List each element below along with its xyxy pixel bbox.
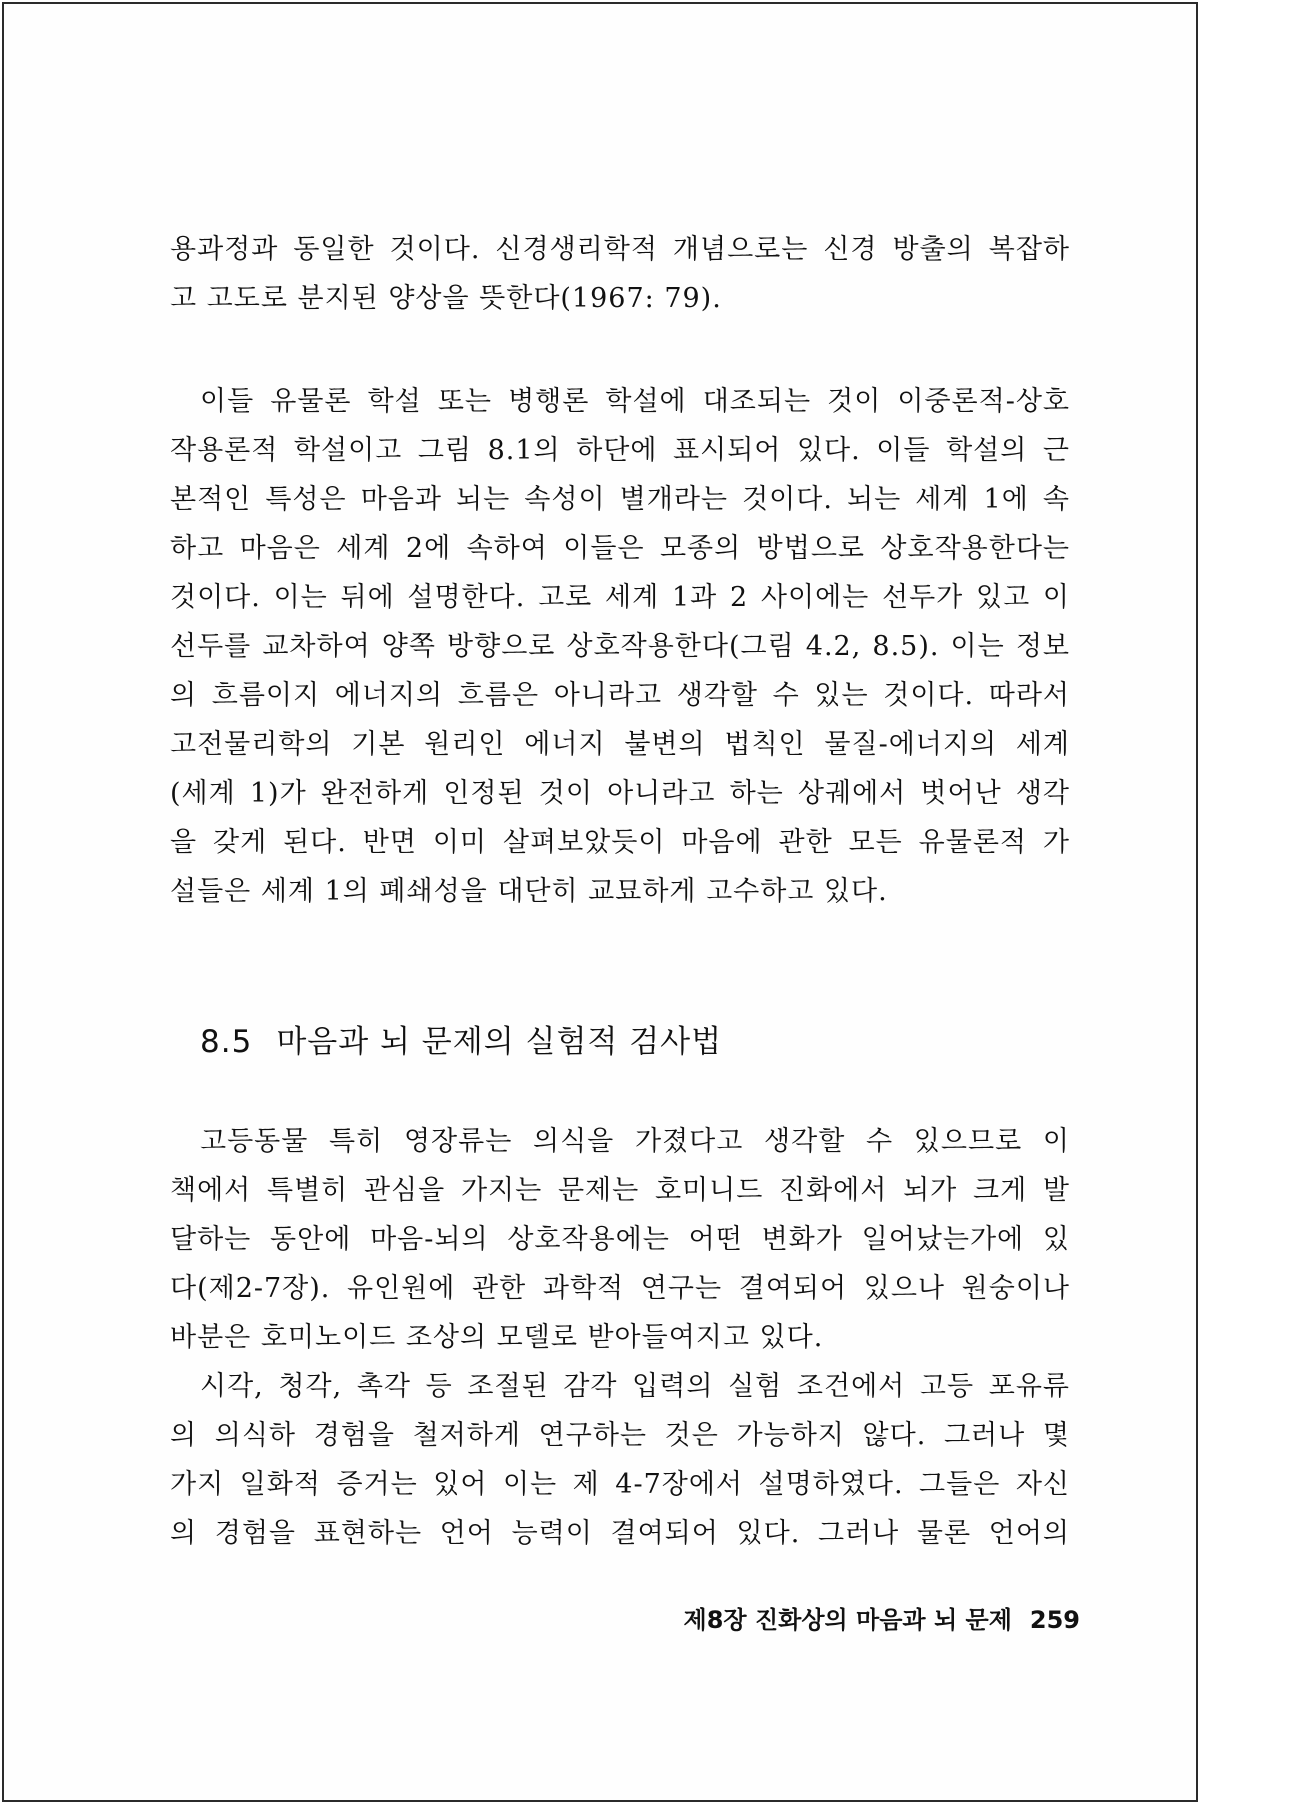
text-line: 책에서 특별히 관심을 가지는 문제는 호미니드 진화에서 뇌가 크게 발	[170, 1175, 1070, 1206]
text-line: 다(제2-7장). 유인원에 관한 과학적 연구는 결여되어 있으나 원숭이나	[170, 1273, 1070, 1304]
text-line: 하고 마음은 세계 2에 속하여 이들은 모종의 방법으로 상호작용한다는	[170, 533, 1070, 564]
text-line: (세계 1)가 완전하게 인정된 것이 아니라고 하는 상궤에서 벗어난 생각	[170, 778, 1070, 809]
paragraph	[170, 1362, 1070, 1558]
text-line: 선두를 교차하여 양쪽 방향으로 상호작용한다(그림 4.2, 8.5). 이는 정보	[170, 631, 1070, 662]
text-line: 설들은 세계 1의 폐쇄성을 대단히 교묘하게 고수하고 있다.	[170, 876, 888, 907]
paragraph	[170, 1117, 1070, 1362]
text-line: 고 고도로 분지된 양상을 뜻한다(1967: 79).	[170, 283, 722, 314]
text-line: 의 의식하 경험을 철저하게 연구하는 것은 가능하지 않다. 그러나 몇	[170, 1420, 1070, 1451]
text-line: 의 흐름이지 에너지의 흐름은 아니라고 생각할 수 있는 것이다. 따라서	[170, 680, 1070, 711]
text-line: 고전물리학의 기본 원리인 에너지 불변의 법칙인 물질-에너지의 세계	[170, 729, 1070, 760]
page-number: 259	[1029, 1606, 1080, 1634]
text-line: 을 갖게 된다. 반면 이미 살펴보았듯이 마음에 관한 모든 유물론적 가	[170, 827, 1070, 858]
section-heading	[200, 1016, 722, 1061]
text-line: 용과정과 동일한 것이다. 신경생리학적 개념으로는 신경 방출의 복잡하	[170, 234, 1070, 265]
section-number: 8.5	[200, 1024, 253, 1060]
text-line: 이들 유물론 학설 또는 병행론 학설에 대조되는 것이 이중론적-상호	[200, 386, 1070, 417]
text-line: 고등동물 특히 영장류는 의식을 가졌다고 생각할 수 있으므로 이	[200, 1126, 1070, 1157]
text-line: 작용론적 학설이고 그림 8.1의 하단에 표시되어 있다. 이들 학설의 근	[170, 435, 1070, 466]
section-title: 마음과 뇌 문제의 실험적 검사법	[276, 1024, 723, 1060]
page-footer	[610, 1600, 1080, 1635]
text-line: 본적인 특성은 마음과 뇌는 속성이 별개라는 것이다. 뇌는 세계 1에 속	[170, 484, 1070, 515]
text-line: 가지 일화적 증거는 있어 이는 제 4-7장에서 설명하였다. 그들은 자신	[170, 1469, 1070, 1500]
text-line: 것이다. 이는 뒤에 설명한다. 고로 세계 1과 2 사이에는 선두가 있고 이	[170, 582, 1070, 613]
text-line: 의 경험을 표현하는 언어 능력이 결여되어 있다. 그러나 물론 언어의	[170, 1518, 1070, 1549]
text-line: 바분은 호미노이드 조상의 모델로 받아들여지고 있다.	[170, 1322, 824, 1353]
text-line: 달하는 동안에 마음-뇌의 상호작용에는 어떤 변화가 일어났는가에 있	[170, 1224, 1070, 1255]
text-line: 시각, 청각, 촉각 등 조절된 감각 입력의 실험 조건에서 고등 포유류	[200, 1371, 1070, 1402]
paragraph	[170, 377, 1070, 916]
quote-block	[170, 225, 1070, 323]
running-head: 제8장 진화상의 마음과 뇌 문제	[683, 1606, 1012, 1634]
